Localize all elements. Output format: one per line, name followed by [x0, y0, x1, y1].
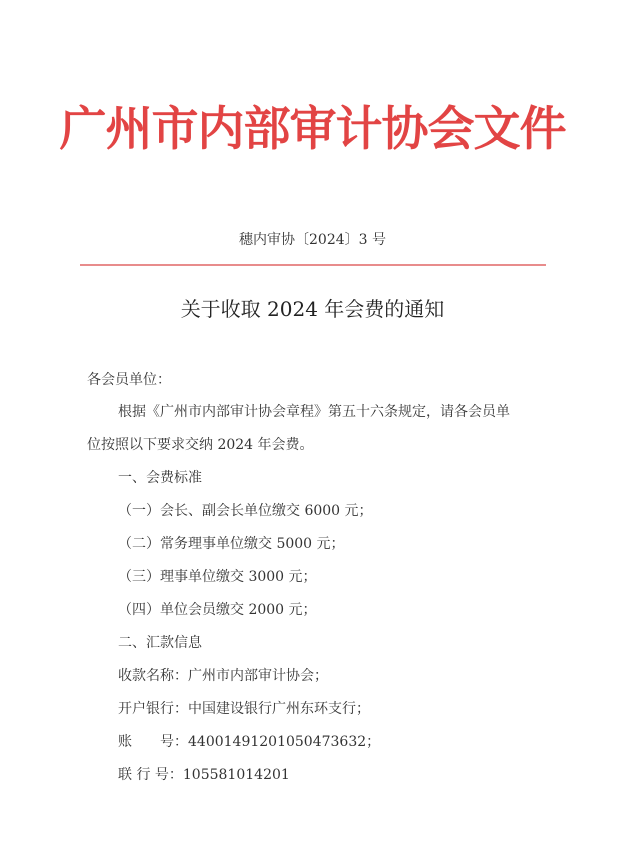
intro-paragraph-line-1: 根据《广州市内部审计协会章程》第五十六条规定，请各会员单: [118, 404, 510, 420]
fee-item: （三）理事单位缴交 3000 元；: [118, 569, 317, 585]
masthead-title: 广州市内部审计协会文件: [59, 102, 566, 157]
section-heading-fee-standard: 一、会费标准: [118, 470, 202, 486]
notice-title: 关于收取 2024 年会费的通知: [180, 297, 445, 321]
document-number: 穗内审协〔2024〕3 号: [239, 232, 386, 248]
intro-paragraph-line-2: 位按照以下要求交纳 2024 年会费。: [87, 437, 314, 453]
fee-item: （二）常务理事单位缴交 5000 元；: [118, 536, 345, 552]
bank-name: 开户银行：中国建设银行广州东环支行；: [118, 701, 370, 717]
section-heading-remittance: 二、汇款信息: [118, 635, 202, 651]
fee-item: （一）会长、副会长单位缴交 6000 元；: [118, 503, 373, 519]
fee-item: （四）单位会员缴交 2000 元；: [118, 602, 317, 618]
bank-code: 联 行 号：105581014201: [118, 767, 290, 783]
salutation: 各会员单位：: [87, 372, 171, 388]
account-number: 账 号：44001491201050473632；: [118, 734, 381, 750]
red-divider-rule: [80, 264, 546, 266]
payee-name: 收款名称：广州市内部审计协会；: [118, 668, 328, 684]
